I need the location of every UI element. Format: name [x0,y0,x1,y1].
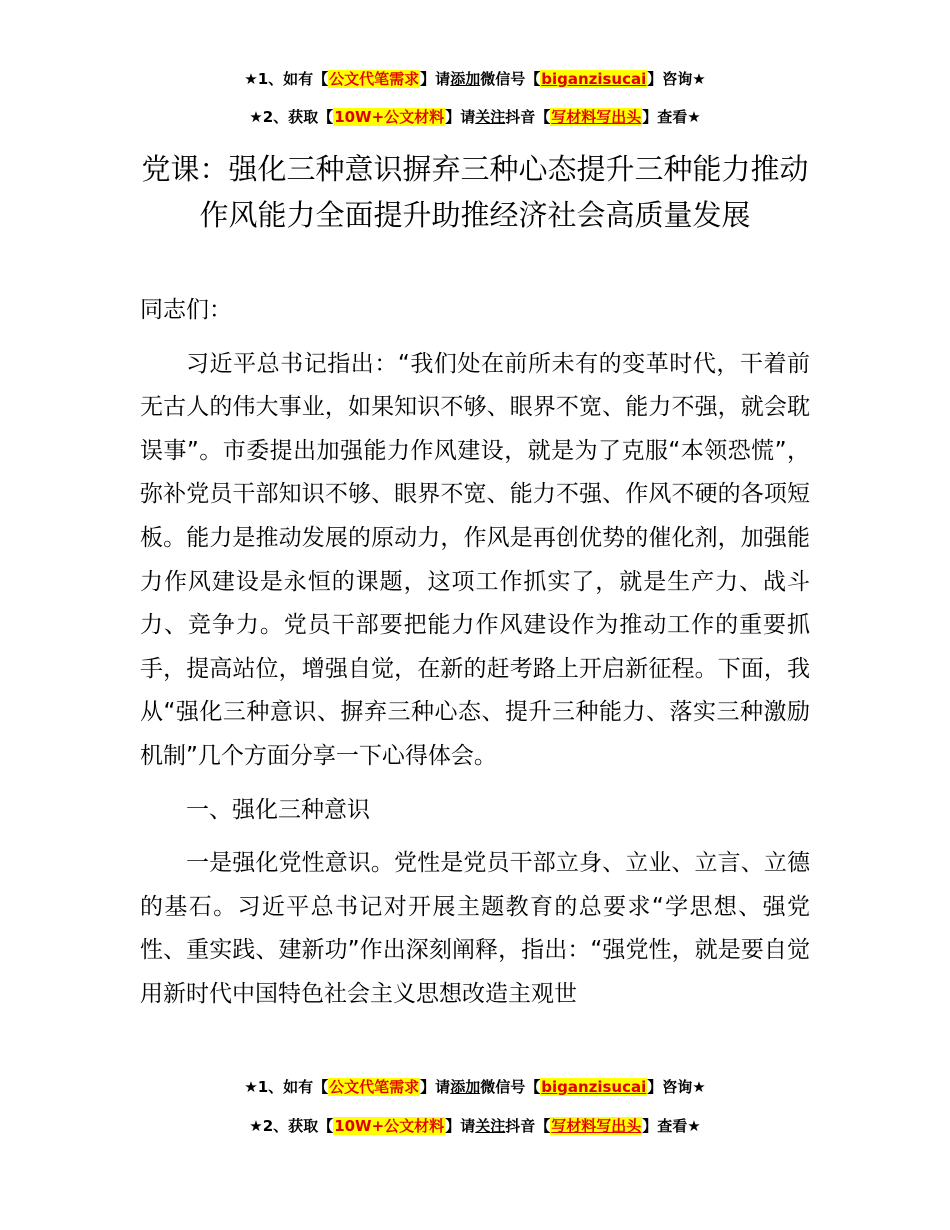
greeting: 同志们： [140,297,232,323]
footer-1-please: 】请 [420,1078,451,1096]
footer-2-follow: 关注 [475,1117,506,1135]
banner-1-wechat-id[interactable]: biganzisucai [541,70,647,88]
footer-2-douyin: 抖音【 [505,1117,551,1135]
banner-1-please: 】请 [420,70,451,88]
banner-1-prefix: ★1、如有【 [244,70,329,88]
banner-1-suffix: 】咨询★ [647,70,706,88]
banner-2-suffix: 】查看★ [642,108,701,126]
footer-1-suffix: 】咨询★ [647,1078,706,1096]
footer-1-highlight-service: 公文代笔需求 [329,1078,420,1096]
banner-2-follow: 关注 [475,108,506,126]
footer-2-please: 】请 [445,1117,476,1135]
header-banner-1 [0,69,950,89]
section-heading-1: 一、强化三种意识 [186,796,370,823]
banner-1-wechat: 微信号【 [480,70,541,88]
footer-1-add: 添加 [450,1078,481,1096]
banner-2-prefix: ★2、获取【 [249,108,334,126]
footer-1-prefix: ★1、如有【 [244,1078,329,1096]
document-title: 党课：强化三种意识摒弃三种心态提升三种能力推动作风能力全面提升助推经济社会高质量发展 [141,152,809,232]
banner-2-douyin-id[interactable]: 写材料写出头 [551,108,642,126]
banner-1-add: 添加 [450,70,481,88]
footer-2-douyin-id[interactable]: 写材料写出头 [551,1117,642,1135]
banner-2-highlight-materials: 10W+公文材料 [334,108,445,126]
banner-2-douyin: 抖音【 [505,108,551,126]
banner-2-please: 】请 [445,108,476,126]
document-body [140,289,810,1017]
footer-2-highlight-materials: 10W+公文材料 [334,1117,445,1135]
footer-1-wechat: 微信号【 [480,1078,541,1096]
paragraph-intro: 习近平总书记指出：“我们处在前所未有的变革时代，干着前无古人的伟大事业，如果知识不够、眼界不宽、能力不强，就会耽误事”。市委提出加强能力作风建设，就是为了克服“本领恐慌”，弥补党员干部知识不够、眼界不宽、能力不强、作风不硬的各项短板。能力是推动发展的原动力，作风是再创优势的催化剂，加强能力作风建设是永恒的课题，这项工作抓实了，就是生产力、战斗力、竞争力。党员干部要把能力作风建设作为推动工作的重要抓手，提高站位，增强自觉，在新的赶考路上开启新征程。下面，我从“强化三种意识、摒弃三种心态、提升三种能力、落实三种激励机制”几个方面分享一下心得体会。 [140,350,810,769]
header-banner-2 [0,107,950,127]
footer-1-wechat-id[interactable]: biganzisucai [541,1078,647,1096]
footer-banner-2 [0,1116,950,1136]
banner-1-highlight-service: 公文代笔需求 [329,70,420,88]
footer-banner-1 [0,1077,950,1097]
footer-2-prefix: ★2、获取【 [249,1117,334,1135]
footer-2-suffix: 】查看★ [642,1117,701,1135]
paragraph-party-spirit: 一是强化党性意识。党性是党员干部立身、立业、立言、立德的基石。习近平总书记对开展主题教育的总要求“学思想、强党性、重实践、建新功”作出深刻阐释，指出：“强党性，就是要自觉用新时代中国特色社会主义思想改造主观世 [140,850,810,1007]
